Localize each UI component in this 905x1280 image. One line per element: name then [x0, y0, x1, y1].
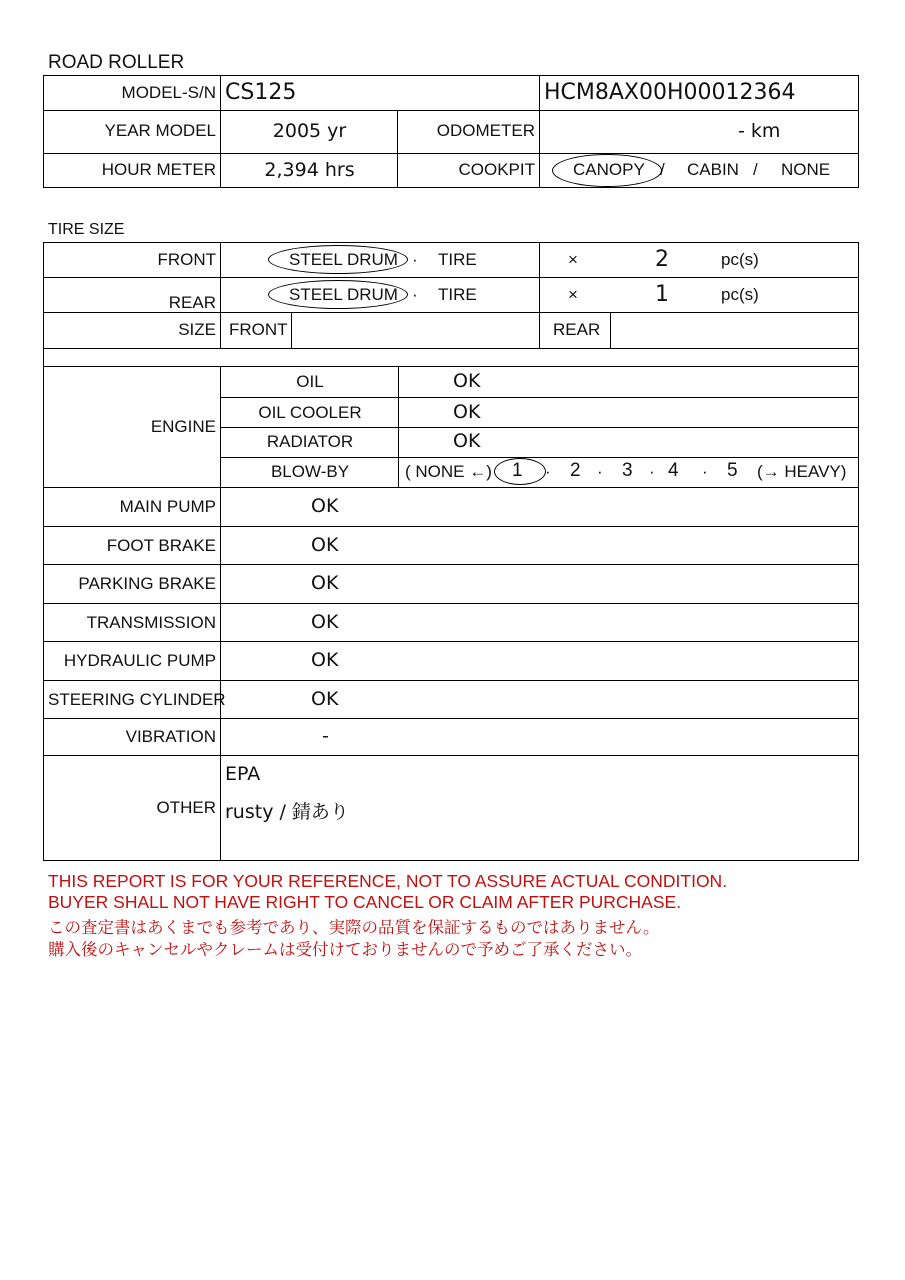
oil-cooler-label: OIL COOLER [258, 403, 362, 422]
check-label-steering-cylinder: STEERING CYLINDER [48, 690, 226, 709]
tire-front-type-tire: TIRE [438, 250, 477, 269]
tire-type-dot: · [412, 285, 418, 304]
tire-front-unit: pc(s) [721, 250, 759, 269]
blow-by-level-3: 3 [622, 460, 633, 481]
year-value: 2005 yr [272, 120, 347, 142]
tire-section-label: TIRE SIZE [48, 221, 125, 238]
tire-front-qty: 2 [655, 247, 669, 272]
radiator-label: RADIATOR [266, 432, 354, 451]
year-label: YEAR MODEL [104, 121, 216, 140]
times-sign: × [568, 250, 578, 269]
check-label-foot-brake: FOOT BRAKE [106, 536, 216, 555]
cockpit-option-canopy: CANOPY [573, 160, 645, 179]
radiator-value: OK [453, 430, 481, 452]
blow-by-level-1: 1 [512, 460, 523, 481]
cockpit-option-cabin: CABIN [687, 160, 739, 179]
blow-by-label: BLOW-BY [270, 462, 350, 481]
odometer-label: ODOMETER [436, 121, 535, 140]
oil-label: OIL [296, 372, 324, 391]
blow-by-level-5: 5 [727, 460, 738, 481]
hour-meter-value: 2,394 hrs [264, 159, 355, 181]
check-value-parking-brake: OK [311, 572, 339, 594]
tire-size-label: SIZE [178, 320, 216, 339]
tire-size-rear-label: REAR [553, 320, 601, 339]
tire-rear-label: REAR [168, 293, 216, 312]
disclaimer-line-1: THIS REPORT IS FOR YOUR REFERENCE, NOT TO ASSURE ACTUAL CONDITION. [48, 871, 728, 891]
cockpit-separator: / [753, 160, 758, 179]
model-value: CS125 [225, 80, 297, 105]
blow-by-separator: · [649, 462, 655, 481]
blow-by-none-label: ( NONE ←) [405, 462, 492, 481]
check-value-main-pump: OK [311, 495, 339, 517]
check-value-hydraulic-pump: OK [311, 649, 339, 671]
odometer-value: - km [738, 120, 781, 142]
cockpit-label: COOKPIT [458, 160, 535, 179]
tire-front-selection-circle [268, 245, 408, 274]
check-label-main-pump: MAIN PUMP [119, 497, 216, 516]
other-line-2: rusty / 錆あり [225, 801, 349, 823]
other-line-1: EPA [225, 763, 261, 785]
check-label-hydraulic-pump: HYDRAULIC PUMP [63, 651, 216, 670]
disclaimer-line-2: BUYER SHALL NOT HAVE RIGHT TO CANCEL OR CLAIM AFTER PURCHASE. [48, 892, 682, 912]
other-label: OTHER [156, 798, 216, 817]
document-title: ROAD ROLLER [48, 52, 185, 73]
blow-by-separator: · [597, 462, 603, 481]
serial-number: HCM8AX00H00012364 [544, 80, 796, 105]
model-label: MODEL-S/N [121, 83, 216, 102]
blow-by-heavy-label: (→ HEAVY) [757, 462, 847, 481]
tire-rear-unit: pc(s) [721, 285, 759, 304]
cockpit-separator: / [660, 160, 665, 179]
cockpit-option-none: NONE [781, 160, 831, 179]
check-label-parking-brake: PARKING BRAKE [78, 574, 216, 593]
check-label-vibration: VIBRATION [125, 727, 216, 746]
tire-rear-type-drum: STEEL DRUM [289, 285, 398, 304]
check-value-transmission: OK [311, 611, 339, 633]
check-value-vibration: - [322, 725, 329, 747]
blow-by-level-4: 4 [668, 460, 679, 481]
blow-by-selection-circle [494, 458, 546, 485]
tire-size-front-label: FRONT [229, 320, 288, 339]
tire-front-type-drum: STEEL DRUM [289, 250, 398, 269]
tire-front-label: FRONT [157, 250, 216, 269]
tire-rear-qty: 1 [655, 282, 669, 307]
cockpit-selection-circle [552, 154, 662, 187]
tire-rear-type-tire: TIRE [438, 285, 477, 304]
disclaimer-line-3: この査定書はあくまでも参考であり、実際の品質を保証するものではありません。 [48, 919, 660, 937]
check-value-foot-brake: OK [311, 534, 339, 556]
disclaimer-line-4: 購入後のキャンセルやクレームは受付けておりませんので予めご了承ください。 [48, 941, 642, 959]
tire-type-dot: · [412, 250, 418, 269]
tire-rear-selection-circle [268, 280, 408, 309]
hour-meter-label: HOUR METER [101, 160, 216, 179]
check-value-steering-cylinder: OK [311, 688, 339, 710]
blow-by-level-2: 2 [570, 460, 581, 481]
times-sign: × [568, 285, 578, 304]
blow-by-separator: · [702, 462, 708, 481]
check-label-transmission: TRANSMISSION [86, 613, 216, 632]
blow-by-separator: · [545, 462, 551, 481]
oil-value: OK [453, 370, 481, 392]
oil-cooler-value: OK [453, 401, 481, 423]
engine-label: ENGINE [150, 417, 216, 436]
